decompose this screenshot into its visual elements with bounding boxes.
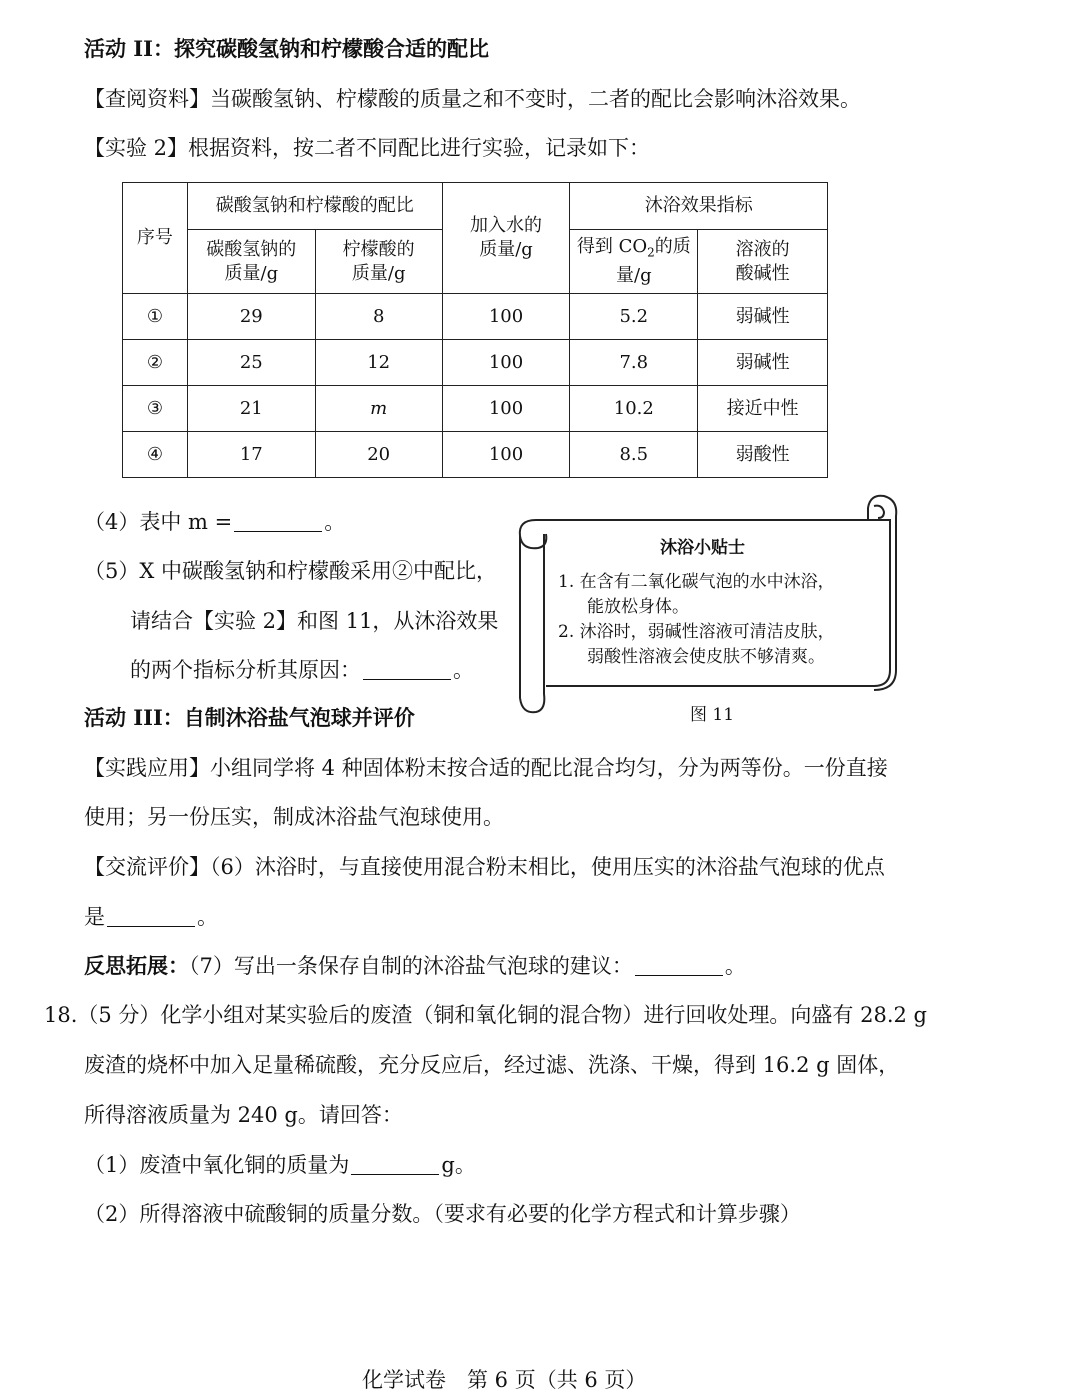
header-co2: 得到 $CO_2$的质量/g (570, 230, 698, 294)
answer-blank[interactable] (351, 1154, 439, 1175)
question-18-sub2: （2）所得溶液中硫酸铜的质量分数。（要求有必要的化学方程式和计算步骤） (84, 1202, 801, 1226)
eval-paragraph-2: 是 。 (84, 905, 218, 929)
activity3-title: 活动 III：自制沐浴盐气泡球并评价 (84, 705, 415, 730)
table-row: ④ 17 20 100 8.5 弱酸性 (123, 432, 828, 478)
answer-blank[interactable] (107, 906, 195, 927)
tip-item-1b: 能放松身体。 (587, 597, 689, 617)
exp2-text: 根据资料，按二者不同配比进行实验，记录如下： (188, 136, 651, 160)
practice-paragraph-2: 使用；另一份压实，制成沐浴盐气泡球使用。 (84, 805, 504, 829)
research-tag: 【查阅资料】 (84, 87, 210, 111)
question-18-sub1: （1）废渣中氧化铜的质量为 g。 (84, 1153, 476, 1177)
tip-item-1a: 1. 在含有二氧化碳气泡的水中沐浴， (558, 572, 835, 592)
header-nahco3: 碳酸氢钠的质量/g (187, 230, 315, 294)
exp2-tag: 【实验 2】 (84, 136, 189, 160)
answer-blank[interactable] (635, 955, 723, 976)
eval-paragraph: 【交流评价】（6）沐浴时，与直接使用混合粉末相比，使用压实的沐浴盐气泡球的优点 (84, 855, 885, 879)
research-paragraph (84, 84, 861, 114)
figure-label: 图 11 (690, 705, 735, 725)
question-5-line1: （5）X 中碳酸氢钠和柠檬酸采用②中配比， (84, 559, 497, 583)
answer-blank[interactable] (363, 659, 451, 680)
answer-blank[interactable] (234, 511, 322, 532)
header-index: 序号 (123, 183, 188, 294)
question-18-line2: 废渣的烧杯中加入足量稀硫酸，充分反应后，经过滤、洗涤、干燥，得到 16.2 g 固体， (84, 1053, 900, 1077)
header-water: 加入水的质量/g (442, 183, 570, 294)
header-ratio-group: 碳酸氢钠和柠檬酸的配比 (187, 183, 442, 230)
question-5-line2: 请结合【实验 2】和图 11，从沐浴效果 (130, 609, 499, 633)
reflect-paragraph: 反思拓展：（7）写出一条保存自制的沐浴盐气泡球的建议： 。 (84, 953, 746, 978)
tips-title: 沐浴小贴士 (660, 538, 745, 558)
practice-paragraph: 【实践应用】小组同学将 4 种固体粉末按合适的配比混合均匀，分为两等份。一份直接 (84, 756, 888, 780)
scroll-illustration (512, 490, 904, 722)
experiment-table (122, 182, 828, 478)
activity2-title: 活动 II：探究碳酸氢钠和柠檬酸合适的配比 (84, 36, 489, 61)
question-5-line3: 的两个指标分析其原因： 。 (130, 658, 474, 682)
table-row: ① 29 8 100 5.2 弱碱性 (123, 294, 828, 340)
research-text: 当碳酸氢钠、柠檬酸的质量之和不变时，二者的配比会影响沐浴效果。 (210, 87, 861, 111)
question-18-line3: 所得溶液质量为 240 g。请回答： (84, 1103, 403, 1127)
question-4: （4）表中 m = 。 (84, 510, 346, 534)
tip-item-2a: 2. 沐浴时，弱碱性溶液可清洁皮肤， (558, 622, 835, 642)
page-footer: 化学试卷 第 6 页（共 6 页） (362, 1368, 647, 1392)
table-row: ③ 21 m 100 10.2 接近中性 (123, 386, 828, 432)
header-citric: 柠檬酸的质量/g (315, 230, 442, 294)
question-18-line1: 18.（5 分）化学小组对某实验后的废渣（铜和氧化铜的混合物）进行回收处理。向盛有 28.2 g (44, 1003, 927, 1027)
exp2-paragraph (84, 133, 650, 163)
table-row: ② 25 12 100 7.8 弱碱性 (123, 340, 828, 386)
tip-item-2b: 弱酸性溶液会使皮肤不够清爽。 (587, 647, 825, 667)
header-acidity: 溶液的酸碱性 (698, 230, 828, 294)
header-effect-group: 沐浴效果指标 (570, 183, 828, 230)
